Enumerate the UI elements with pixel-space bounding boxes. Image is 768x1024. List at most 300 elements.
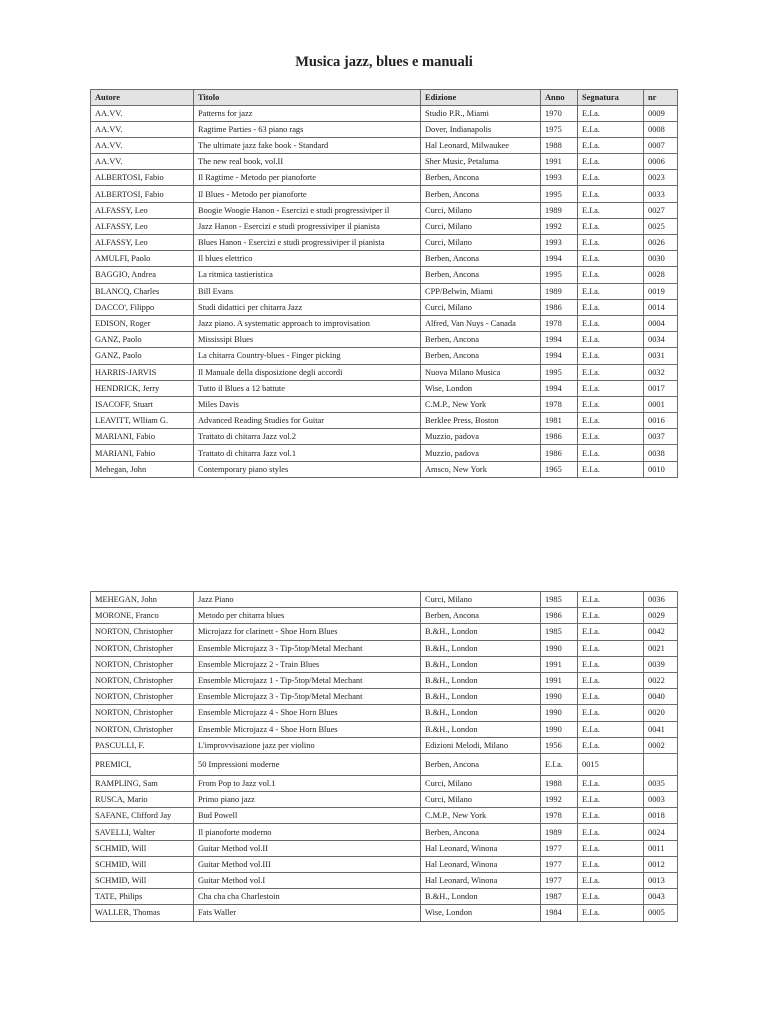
cell-autore: PASCULLI, F. — [91, 737, 194, 753]
cell-anno: 1993 — [541, 170, 578, 186]
cell-segnatura: E.I.a. — [578, 121, 644, 137]
column-header-anno: Anno — [541, 90, 578, 106]
cell-nr: 0035 — [644, 775, 678, 791]
cell-segnatura: E.I.a. — [578, 705, 644, 721]
cell-edizione: CPP/Belwin, Miami — [421, 283, 541, 299]
cell-nr: 0042 — [644, 624, 678, 640]
cell-anno: 1986 — [541, 299, 578, 315]
cell-titolo: Ensemble Microjazz 4 - Shoe Horn Blues — [194, 705, 421, 721]
cell-anno: 1986 — [541, 608, 578, 624]
cell-anno: E.I.a. — [541, 753, 578, 775]
table-row — [91, 105, 678, 121]
cell-titolo: Guitar Method vol.III — [194, 856, 421, 872]
cell-autore: AA.VV. — [91, 105, 194, 121]
cell-segnatura: E.I.a. — [578, 413, 644, 429]
cell-segnatura: E.I.a. — [578, 445, 644, 461]
table-row — [91, 202, 678, 218]
cell-titolo: L'improvvisazione jazz per violino — [194, 737, 421, 753]
cell-edizione: B.&H., London — [421, 656, 541, 672]
cell-autore: GANZ, Paolo — [91, 332, 194, 348]
cell-nr: 0026 — [644, 235, 678, 251]
cell-autore: ALBERTOSI, Fabio — [91, 186, 194, 202]
table-row — [91, 905, 678, 921]
catalog-table-top — [90, 89, 678, 478]
cell-nr: 0014 — [644, 299, 678, 315]
cell-autore: NORTON, Christopher — [91, 721, 194, 737]
cell-edizione: Curci, Milano — [421, 202, 541, 218]
cell-edizione: Muzzio, padova — [421, 429, 541, 445]
cell-anno: 1970 — [541, 105, 578, 121]
table-row — [91, 737, 678, 753]
cell-anno: 1977 — [541, 873, 578, 889]
cell-titolo: From Pop to Jazz vol.1 — [194, 775, 421, 791]
cell-edizione: Berben, Ancona — [421, 824, 541, 840]
table-body-top — [91, 105, 678, 477]
cell-nr: 0016 — [644, 413, 678, 429]
table-row — [91, 299, 678, 315]
cell-edizione: B.&H., London — [421, 889, 541, 905]
table-row — [91, 824, 678, 840]
cell-titolo: La ritmica tastieristica — [194, 267, 421, 283]
cell-anno: 1986 — [541, 429, 578, 445]
cell-segnatura: E.I.a. — [578, 105, 644, 121]
cell-anno: 1994 — [541, 251, 578, 267]
cell-anno: 1991 — [541, 154, 578, 170]
cell-autore: HENDRICK, Jerry — [91, 380, 194, 396]
cell-titolo: Guitar Method vol.II — [194, 840, 421, 856]
cell-segnatura: E.I.a. — [578, 154, 644, 170]
cell-segnatura: E.I.a. — [578, 299, 644, 315]
cell-nr: 0006 — [644, 154, 678, 170]
cell-titolo: Boogie Woogie Hanon - Esercizi e studi progressiviper il — [194, 202, 421, 218]
cell-edizione: Hal Leonard, Winona — [421, 840, 541, 856]
table-body-bottom — [91, 592, 678, 922]
cell-anno: 1977 — [541, 840, 578, 856]
cell-edizione: Curci, Milano — [421, 792, 541, 808]
cell-anno: 1978 — [541, 808, 578, 824]
cell-edizione: Berben, Ancona — [421, 186, 541, 202]
cell-autore: MORONE, Franco — [91, 608, 194, 624]
cell-autore: SAFANE, Clifford Jay — [91, 808, 194, 824]
cell-anno: 1989 — [541, 202, 578, 218]
cell-nr: 0019 — [644, 283, 678, 299]
cell-nr: 0027 — [644, 202, 678, 218]
cell-nr: 0021 — [644, 640, 678, 656]
cell-segnatura: E.I.a. — [578, 137, 644, 153]
page-title: Musica jazz, blues e manuali — [295, 54, 473, 70]
cell-nr: 0017 — [644, 380, 678, 396]
column-header-edizione: Edizione — [421, 90, 541, 106]
column-header-nr: nr — [644, 90, 678, 106]
cell-segnatura: E.I.a. — [578, 235, 644, 251]
cell-nr: 0013 — [644, 873, 678, 889]
cell-anno: 1991 — [541, 656, 578, 672]
cell-edizione: Curci, Milano — [421, 592, 541, 608]
cell-nr: 0012 — [644, 856, 678, 872]
cell-segnatura: E.I.a. — [578, 218, 644, 234]
cell-anno: 1994 — [541, 348, 578, 364]
cell-edizione: Wise, London — [421, 380, 541, 396]
cell-nr: 0004 — [644, 315, 678, 331]
table-row — [91, 792, 678, 808]
cell-autore: NORTON, Christopher — [91, 640, 194, 656]
table-row — [91, 808, 678, 824]
cell-nr: 0032 — [644, 364, 678, 380]
table-row — [91, 396, 678, 412]
cell-anno: 1988 — [541, 775, 578, 791]
cell-anno: 1956 — [541, 737, 578, 753]
table-row — [91, 315, 678, 331]
cell-segnatura: E.I.a. — [578, 186, 644, 202]
cell-edizione: B.&H., London — [421, 689, 541, 705]
cell-segnatura: E.I.a. — [578, 364, 644, 380]
cell-nr: 0043 — [644, 889, 678, 905]
cell-autore: AA.VV. — [91, 137, 194, 153]
cell-edizione: Alfred, Van Nuys - Canada — [421, 315, 541, 331]
cell-titolo: Il Ragtime - Metodo per pianoforte — [194, 170, 421, 186]
table-row — [91, 332, 678, 348]
cell-titolo: Il Blues - Metodo per pianoforte — [194, 186, 421, 202]
cell-nr: 0023 — [644, 170, 678, 186]
cell-anno: 1988 — [541, 137, 578, 153]
cell-edizione: C.M.P., New York — [421, 808, 541, 824]
cell-titolo: Mississipi Blues — [194, 332, 421, 348]
cell-autore: AA.VV. — [91, 121, 194, 137]
cell-segnatura: E.I.a. — [578, 396, 644, 412]
cell-edizione: Hal Leonard, Winona — [421, 856, 541, 872]
cell-titolo: Jazz Hanon - Esercizi e studi progressiviper il pianista — [194, 218, 421, 234]
cell-anno: 1990 — [541, 721, 578, 737]
cell-titolo: Trattato di chitarra Jazz vol.2 — [194, 429, 421, 445]
cell-anno: 1991 — [541, 672, 578, 688]
cell-edizione: Berben, Ancona — [421, 170, 541, 186]
cell-titolo: The new real book, vol.II — [194, 154, 421, 170]
cell-segnatura: E.I.a. — [578, 315, 644, 331]
cell-titolo: Jazz piano. A systematic approach to improvisation — [194, 315, 421, 331]
cell-titolo: The ultimate jazz fake book - Standard — [194, 137, 421, 153]
cell-edizione: B.&H., London — [421, 672, 541, 688]
cell-segnatura: E.I.a. — [578, 856, 644, 872]
table-row — [91, 656, 678, 672]
cell-edizione: Berben, Ancona — [421, 608, 541, 624]
cell-autore: WALLER, Thomas — [91, 905, 194, 921]
cell-edizione: Curci, Milano — [421, 218, 541, 234]
cell-anno: 1981 — [541, 413, 578, 429]
cell-edizione: Studio P.R., Miami — [421, 105, 541, 121]
table-row — [91, 137, 678, 153]
cell-anno: 1978 — [541, 315, 578, 331]
cell-autore: ALFASSY, Leo — [91, 202, 194, 218]
cell-autore: MARIANI, Fabio — [91, 429, 194, 445]
cell-autore: SAVELLI, Walter — [91, 824, 194, 840]
cell-titolo: Guitar Method vol.I — [194, 873, 421, 889]
table-row — [91, 889, 678, 905]
cell-segnatura: E.I.a. — [578, 672, 644, 688]
cell-anno: 1995 — [541, 186, 578, 202]
cell-anno: 1995 — [541, 364, 578, 380]
table-row — [91, 218, 678, 234]
cell-edizione: Hal Leonard, Winona — [421, 873, 541, 889]
cell-autore: ALBERTOSI, Fabio — [91, 170, 194, 186]
cell-autore: MEHEGAN, John — [91, 592, 194, 608]
table-row — [91, 840, 678, 856]
table-row — [91, 348, 678, 364]
cell-titolo: Microjazz for clarinett - Shoe Horn Blues — [194, 624, 421, 640]
table-row — [91, 672, 678, 688]
table-row — [91, 608, 678, 624]
table-row — [91, 640, 678, 656]
cell-anno: 1990 — [541, 640, 578, 656]
cell-titolo: Cha cha cha Charlestoin — [194, 889, 421, 905]
table-row — [91, 445, 678, 461]
cell-segnatura: E.I.a. — [578, 380, 644, 396]
cell-titolo: Bud Powell — [194, 808, 421, 824]
cell-anno: 1975 — [541, 121, 578, 137]
cell-segnatura: E.I.a. — [578, 608, 644, 624]
cell-autore: SCHMID, Will — [91, 840, 194, 856]
cell-segnatura: E.I.a. — [578, 267, 644, 283]
cell-nr: 0003 — [644, 792, 678, 808]
cell-titolo: Fats Waller — [194, 905, 421, 921]
cell-edizione: C.M.P., New York — [421, 396, 541, 412]
cell-anno: 1993 — [541, 235, 578, 251]
cell-autore: NORTON, Christopher — [91, 624, 194, 640]
cell-nr: 0039 — [644, 656, 678, 672]
column-header-titolo: Titolo — [194, 90, 421, 106]
cell-titolo: Primo piano jazz — [194, 792, 421, 808]
cell-nr: 0010 — [644, 461, 678, 477]
cell-titolo: Trattato di chitarra Jazz vol.1 — [194, 445, 421, 461]
cell-segnatura: E.I.a. — [578, 251, 644, 267]
cell-nr: 0040 — [644, 689, 678, 705]
cell-edizione: Dover, Indianapolis — [421, 121, 541, 137]
cell-segnatura: E.I.a. — [578, 348, 644, 364]
cell-anno: 1987 — [541, 889, 578, 905]
cell-segnatura: E.I.a. — [578, 873, 644, 889]
table-row — [91, 283, 678, 299]
catalog-table-bottom — [90, 591, 678, 922]
cell-nr: 0009 — [644, 105, 678, 121]
cell-segnatura: E.I.a. — [578, 283, 644, 299]
cell-autore: ALFASSY, Leo — [91, 235, 194, 251]
cell-anno: 1990 — [541, 689, 578, 705]
cell-edizione: Berben, Ancona — [421, 348, 541, 364]
cell-segnatura: E.I.a. — [578, 202, 644, 218]
cell-titolo: Patterns for jazz — [194, 105, 421, 121]
cell-autore: ALFASSY, Leo — [91, 218, 194, 234]
cell-anno: 1965 — [541, 461, 578, 477]
table-row — [91, 154, 678, 170]
table-row — [91, 267, 678, 283]
column-header-autore: Autore — [91, 90, 194, 106]
cell-edizione: Muzzio, padova — [421, 445, 541, 461]
cell-nr: 0034 — [644, 332, 678, 348]
cell-titolo: Ensemble Microjazz 1 - Tip-5top/Metal Mechant — [194, 672, 421, 688]
cell-nr: 0008 — [644, 121, 678, 137]
cell-titolo: Il blues elettrico — [194, 251, 421, 267]
cell-segnatura: E.I.a. — [578, 905, 644, 921]
cell-titolo: Metodo per chitarra blues — [194, 608, 421, 624]
cell-autore: TATE, Philips — [91, 889, 194, 905]
cell-edizione: B.&H., London — [421, 624, 541, 640]
cell-nr: 0041 — [644, 721, 678, 737]
table-row — [91, 592, 678, 608]
cell-nr: 0036 — [644, 592, 678, 608]
cell-titolo: Ensemble Microjazz 3 - Tip-5top/Metal Mechant — [194, 689, 421, 705]
cell-autore: ISACOFF, Stuart — [91, 396, 194, 412]
cell-nr: 0029 — [644, 608, 678, 624]
cell-anno: 1985 — [541, 624, 578, 640]
cell-titolo: Blues Hanon - Esercizi e studi progressiviper il pianista — [194, 235, 421, 251]
cell-edizione: Hal Leonard, Milwaukee — [421, 137, 541, 153]
cell-segnatura: E.I.a. — [578, 840, 644, 856]
cell-autore: MARIANI, Fabio — [91, 445, 194, 461]
cell-autore: AA.VV. — [91, 154, 194, 170]
table-row — [91, 364, 678, 380]
cell-segnatura: E.I.a. — [578, 640, 644, 656]
cell-titolo: Tutto il Blues a 12 battute — [194, 380, 421, 396]
cell-segnatura: 0015 — [578, 753, 644, 775]
cell-autore: LEAVITT, Wlliam G. — [91, 413, 194, 429]
cell-segnatura: E.I.a. — [578, 824, 644, 840]
cell-autore: EDISON, Roger — [91, 315, 194, 331]
table-row — [91, 235, 678, 251]
cell-autore: NORTON, Christopher — [91, 689, 194, 705]
cell-autore: SCHMID, Will — [91, 873, 194, 889]
cell-edizione: B.&H., London — [421, 640, 541, 656]
cell-nr: 0018 — [644, 808, 678, 824]
table-row — [91, 775, 678, 791]
cell-anno: 1994 — [541, 380, 578, 396]
cell-anno: 1986 — [541, 445, 578, 461]
cell-segnatura: E.I.a. — [578, 775, 644, 791]
cell-segnatura: E.I.a. — [578, 332, 644, 348]
cell-autore: RUSCA, Mario — [91, 792, 194, 808]
cell-autore: RAMPLING, Sam — [91, 775, 194, 791]
cell-anno: 1978 — [541, 396, 578, 412]
cell-segnatura: E.I.a. — [578, 429, 644, 445]
cell-edizione: Curci, Milano — [421, 235, 541, 251]
cell-edizione: Berklee Press, Boston — [421, 413, 541, 429]
cell-nr: 0030 — [644, 251, 678, 267]
cell-anno: 1989 — [541, 824, 578, 840]
cell-edizione: Berben, Ancona — [421, 251, 541, 267]
cell-titolo: Il Manuale della disposizione degli accordi — [194, 364, 421, 380]
cell-segnatura: E.I.a. — [578, 808, 644, 824]
cell-autore: DACCO', Filippo — [91, 299, 194, 315]
cell-segnatura: E.I.a. — [578, 656, 644, 672]
cell-autore: NORTON, Christopher — [91, 672, 194, 688]
cell-autore: AMULFI, Paolo — [91, 251, 194, 267]
cell-nr: 0025 — [644, 218, 678, 234]
table-row — [91, 413, 678, 429]
table-row — [91, 689, 678, 705]
cell-titolo: Contemporary piano styles — [194, 461, 421, 477]
cell-titolo: Bill Evans — [194, 283, 421, 299]
cell-edizione: Berben, Ancona — [421, 332, 541, 348]
cell-edizione: B.&H., London — [421, 721, 541, 737]
table-header-row — [91, 90, 678, 106]
cell-segnatura: E.I.a. — [578, 721, 644, 737]
cell-titolo: Ensemble Microjazz 3 - Tip-5top/Metal Mechant — [194, 640, 421, 656]
cell-titolo: 50 Impressioni moderne — [194, 753, 421, 775]
cell-autore: GANZ, Paolo — [91, 348, 194, 364]
cell-edizione: Berben, Ancona — [421, 267, 541, 283]
cell-autore: PREMICI, — [91, 753, 194, 775]
table-row — [91, 380, 678, 396]
cell-autore: SCHMID, Will — [91, 856, 194, 872]
cell-nr: 0002 — [644, 737, 678, 753]
cell-nr: 0038 — [644, 445, 678, 461]
cell-titolo: La chitarra Country-blues - Finger picking — [194, 348, 421, 364]
cell-autore: NORTON, Christopher — [91, 656, 194, 672]
cell-edizione: Nuova Milano Musica — [421, 364, 541, 380]
cell-nr: 0005 — [644, 905, 678, 921]
cell-titolo: Advanced Reading Studies for Guitar — [194, 413, 421, 429]
cell-segnatura: E.I.a. — [578, 461, 644, 477]
table-row — [91, 856, 678, 872]
table-row — [91, 121, 678, 137]
cell-segnatura: E.I.a. — [578, 592, 644, 608]
cell-titolo: Ensemble Microjazz 4 - Shoe Horn Blues — [194, 721, 421, 737]
cell-nr: 0024 — [644, 824, 678, 840]
cell-edizione: Edizioni Melodi, Milano — [421, 737, 541, 753]
cell-autore: BAGGIO, Andrea — [91, 267, 194, 283]
cell-autore: Mehegan, John — [91, 461, 194, 477]
table-row — [91, 705, 678, 721]
cell-segnatura: E.I.a. — [578, 889, 644, 905]
cell-edizione: Curci, Milano — [421, 299, 541, 315]
cell-anno: 1977 — [541, 856, 578, 872]
table-row — [91, 753, 678, 775]
cell-nr: 0022 — [644, 672, 678, 688]
cell-titolo: Miles Davis — [194, 396, 421, 412]
cell-anno: 1989 — [541, 283, 578, 299]
cell-titolo: Studi didattici per chitarra Jazz — [194, 299, 421, 315]
cell-segnatura: E.I.a. — [578, 689, 644, 705]
cell-nr: 0033 — [644, 186, 678, 202]
cell-anno: 1992 — [541, 218, 578, 234]
cell-anno: 1984 — [541, 905, 578, 921]
cell-segnatura: E.I.a. — [578, 170, 644, 186]
cell-titolo: Jazz Piano — [194, 592, 421, 608]
cell-edizione: Wise, London — [421, 905, 541, 921]
cell-edizione: Amsco, New York — [421, 461, 541, 477]
cell-autore: BLANCQ, Charles — [91, 283, 194, 299]
table-row — [91, 624, 678, 640]
cell-nr: 0031 — [644, 348, 678, 364]
cell-edizione: Berben, Ancona — [421, 753, 541, 775]
cell-titolo: Il pianoforte moderno — [194, 824, 421, 840]
cell-anno: 1995 — [541, 267, 578, 283]
cell-titolo: Ragtime Parties - 63 piano rags — [194, 121, 421, 137]
cell-anno: 1985 — [541, 592, 578, 608]
cell-autore: NORTON, Christopher — [91, 705, 194, 721]
cell-nr: 0001 — [644, 396, 678, 412]
cell-nr: 0037 — [644, 429, 678, 445]
cell-anno: 1992 — [541, 792, 578, 808]
cell-nr: 0007 — [644, 137, 678, 153]
cell-edizione: Curci, Milano — [421, 775, 541, 791]
table-row — [91, 186, 678, 202]
cell-anno: 1994 — [541, 332, 578, 348]
table-row — [91, 721, 678, 737]
table-row — [91, 170, 678, 186]
table-row — [91, 461, 678, 477]
cell-edizione: Sher Music, Petaluma — [421, 154, 541, 170]
table-row — [91, 873, 678, 889]
table-row — [91, 251, 678, 267]
